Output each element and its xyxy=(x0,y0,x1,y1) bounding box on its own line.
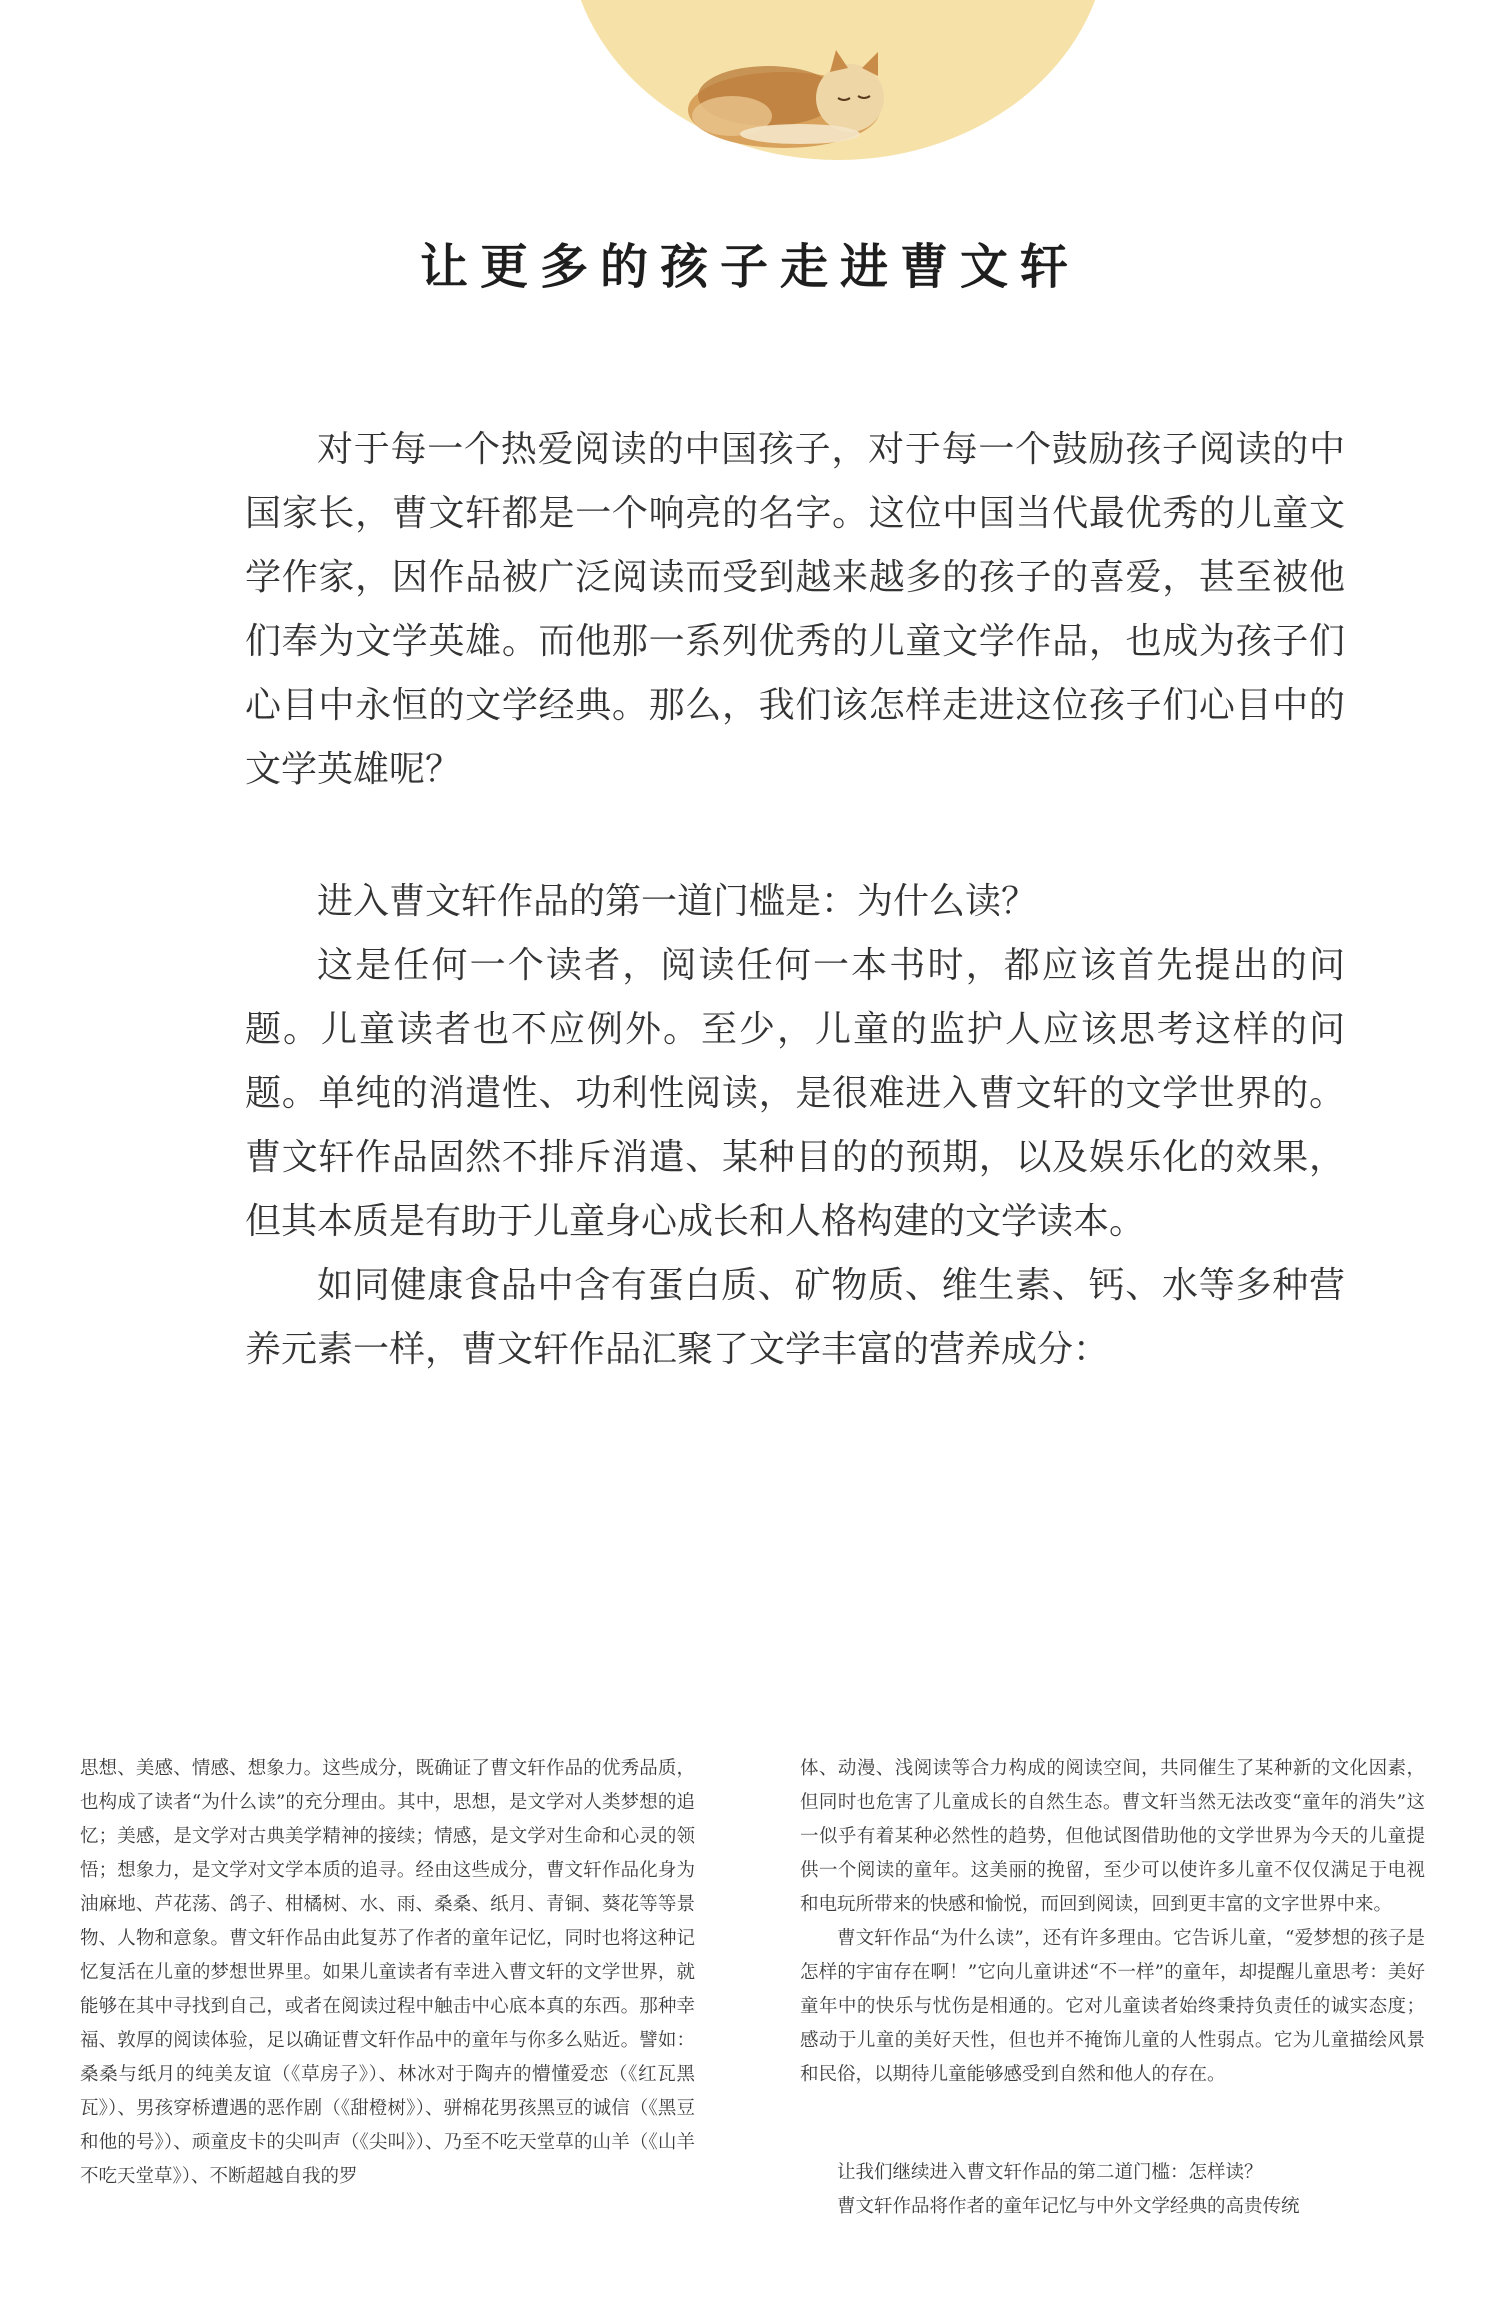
intro-text-4: 如同健康食品中含有蛋白质、矿物质、维生素、钙、水等多种营养元素一样，曹文轩作品汇聚了文学丰富的营养成分： xyxy=(245,1265,1345,1370)
first-threshold-heading: 进入曹文轩作品的第一道门槛是：为什么读？ xyxy=(317,881,1038,922)
page-title: 让更多的孩子走进曹文轩 xyxy=(419,239,1080,295)
intro-paragraph-1 xyxy=(245,418,1345,802)
right-column-text-b: 曹文轩作品“为什么读”，还有许多理由。它告诉儿童，“爱梦想的孩子是怎样的宇宙存在啊！”它向儿童讲述“不一样”的童年，却提醒儿童思考：美好童年中的快乐与忧伤是相通的。它对儿童读者始终秉持负责任的诚实态度；感动于儿童的美好天性，但也并不掩饰儿童的人性弱点。它为儿童描绘风景和民俗，以期待儿童能够感受到自然和他人的存在。 xyxy=(800,1928,1425,2085)
right-column xyxy=(800,1752,1425,2224)
right-column-text-d: 曹文轩作品将作者的童年记忆与中外文学经典的高贵传统 xyxy=(837,2196,1300,2217)
sleeping-cat-illustration xyxy=(672,24,912,154)
left-column xyxy=(80,1752,695,2194)
intro-text-1: 对于每一个热爱阅读的中国孩子，对于每一个鼓励孩子阅读的中国家长，曹文轩都是一个响亮的名字。这位中国当代最优秀的儿童文学作家，因作品被广泛阅读而受到越来越多的孩子的喜爱，甚至被他们奉为文学英雄。而他那一系列优秀的儿童文学作品，也成为孩子们心目中永恒的文学经典。那么，我们该怎样走进这位孩子们心目中的文学英雄呢？ xyxy=(245,429,1345,790)
intro-text-3: 这是任何一个读者，阅读任何一本书时，都应该首先提出的问题。儿童读者也不应例外。至少，儿童的监护人应该思考这样的问题。单纯的消遣性、功利性阅读，是很难进入曹文轩的文学世界的。曹文轩作品固然不排斥消遣、某种目的的预期，以及娱乐化的效果，但其本质是有助于儿童身心成长和人格构建的文学读本。 xyxy=(245,945,1345,1242)
second-threshold-heading: 让我们继续进入曹文轩作品的第二道门槛：怎样读？ xyxy=(837,2162,1263,2183)
left-column-text: 思想、美感、情感、想象力。这些成分，既确证了曹文轩作品的优秀品质，也构成了读者“为什么读”的充分理由。其中，思想，是文学对人类梦想的追忆；美感，是文学对古典美学精神的接续；情感，是文学对生命和心灵的领悟；想象力，是文学对文学本质的追寻。经由这些成分，曹文轩作品化身为油麻地、芦花荡、鸽子、柑橘树、水、雨、桑桑、纸月、青铜、葵花等等景物、人物和意象。曹文轩作品由此复苏了作者的童年记忆，同时也将这种记忆复活在儿童的梦想世界里。如果儿童读者有幸进入曹文轩的文学世界，就能够在其中寻找到自己，或者在阅读过程中触击中心底本真的东西。那种幸福、敦厚的阅读体验，足以确证曹文轩作品中的童年与你多么贴近。譬如：桑桑与纸月的纯美友谊（《草房子》）、林冰对于陶卉的懵懂爱恋（《红瓦黑瓦》）、男孩穿桥遭遇的恶作剧（《甜橙树》）、骈棉花男孩黑豆的诚信（《黑豆和他的号》）、顽童皮卡的尖叫声（《尖叫》）、乃至不吃天堂草的山羊（《山羊不吃天堂草》）、不断超越自我的罗 xyxy=(80,1758,695,2187)
intro-section-2 xyxy=(245,870,1345,1382)
right-column-text-a: 体、动漫、浅阅读等合力构成的阅读空间，共同催生了某种新的文化因素，但同时也危害了儿童成长的自然生态。曹文轩当然无法改变“童年的消失”这一似乎有着某种必然性的趋势，但他试图借助他的文学世界为今天的儿童提供一个阅读的童年。这美丽的挽留，至少可以使许多儿童不仅仅满足于电视和电玩所带来的快感和愉悦，而回到阅读，回到更丰富的文字世界中来。 xyxy=(800,1758,1425,1915)
